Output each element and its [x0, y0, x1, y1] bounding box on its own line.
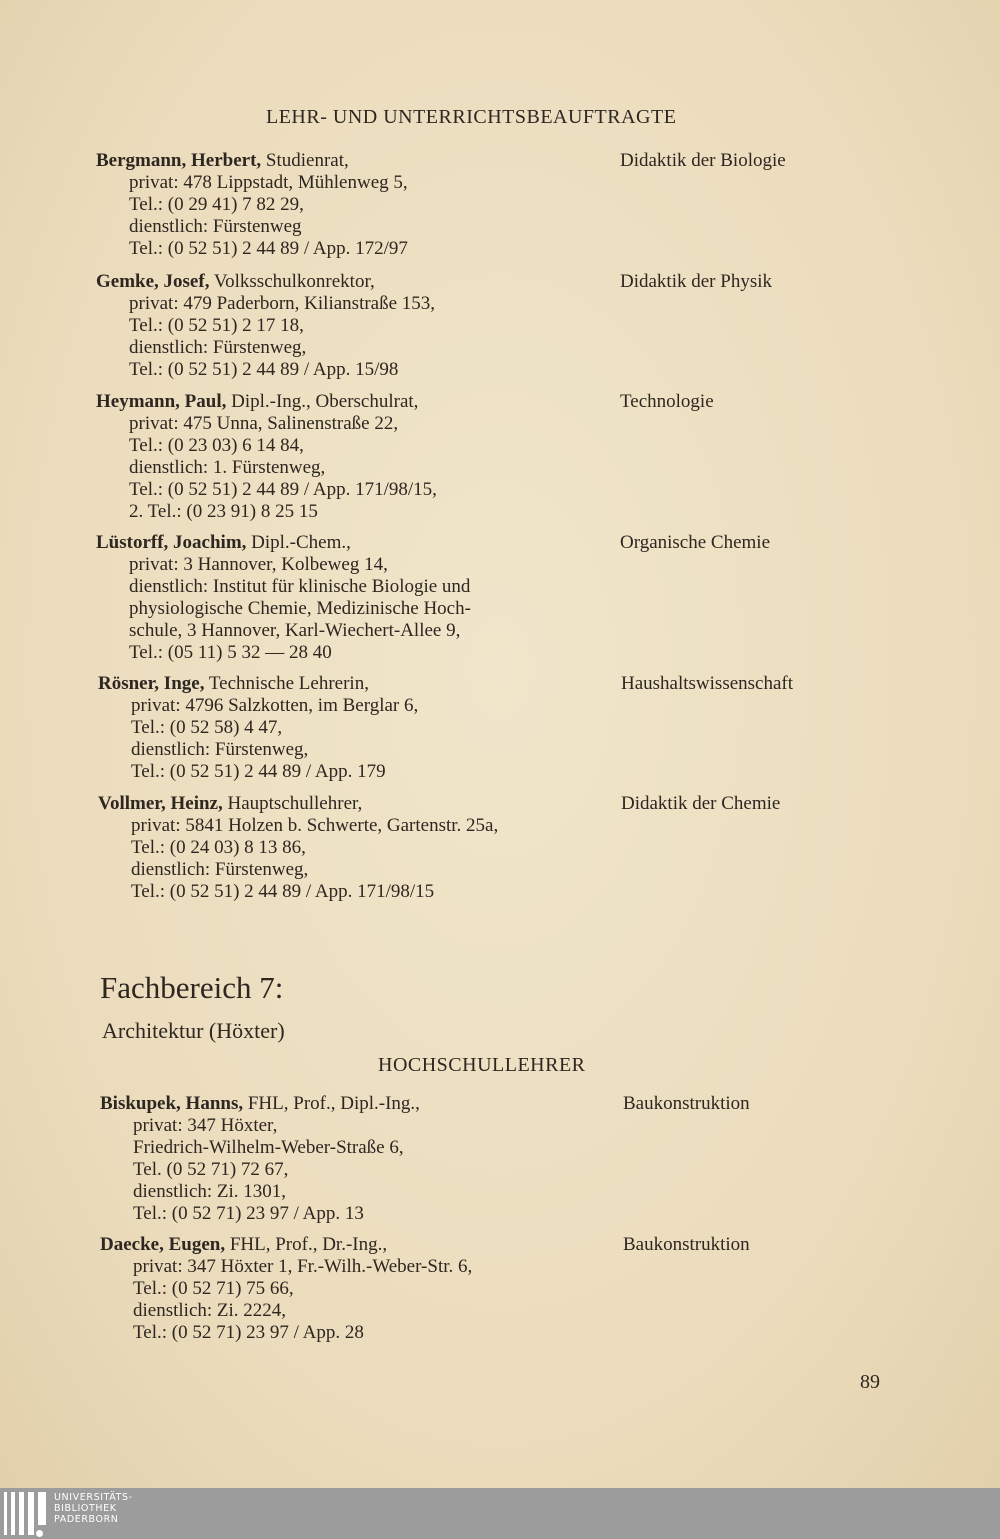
entry-title: Volksschulkonrektor, — [209, 271, 375, 292]
entry-name: Vollmer, Heinz, — [98, 793, 223, 814]
entry-line: Tel.: (0 24 03) 8 13 86, — [131, 837, 306, 858]
entry-line: privat: 5841 Holzen b. Schwerte, Gartenstr. 25a, — [131, 815, 499, 836]
fachbereich-heading: Fachbereich 7: — [100, 970, 284, 1005]
library-logo-dot — [36, 1530, 43, 1537]
entry-line: dienstlich: Zi. 2224, — [133, 1300, 287, 1321]
entry-title: Technische Lehrerin, — [204, 673, 369, 694]
entry-line: Tel.: (0 23 03) 6 14 84, — [129, 435, 304, 456]
page-number: 89 — [860, 1371, 880, 1393]
entry-title: Dipl.-Chem., — [246, 532, 351, 553]
entry-line: privat: 347 Höxter 1, Fr.-Wilh.-Weber-Str. 6, — [133, 1256, 473, 1277]
entry-subject: Organische Chemie — [620, 532, 771, 553]
entry-line: dienstlich: Fürstenweg, — [131, 859, 309, 880]
entry-line: privat: 3 Hannover, Kolbeweg 14, — [129, 554, 388, 575]
entry-subject: Baukonstruktion — [623, 1093, 750, 1114]
entry-line: Tel. (0 52 71) 72 67, — [133, 1159, 289, 1180]
entry-line: Tel.: (0 52 51) 2 44 89 / App. 179 — [131, 761, 386, 782]
entry-name: Lüstorff, Joachim, — [96, 532, 247, 553]
logo-line: UNIVERSITÄTS- — [54, 1492, 133, 1503]
entry-name: Rösner, Inge, — [98, 673, 205, 694]
entry-subject: Didaktik der Chemie — [621, 793, 781, 814]
fachbereich-subheading: Architektur (Höxter) — [102, 1018, 285, 1043]
entry-line: schule, 3 Hannover, Karl-Wiechert-Allee 9, — [129, 620, 461, 641]
logo-line: PADERBORN — [54, 1514, 119, 1525]
entry-line: privat: 479 Paderborn, Kilianstraße 153, — [129, 293, 436, 314]
entry-line: physiologische Chemie, Medizinische Hoch- — [129, 598, 471, 619]
entry-line: dienstlich: Fürstenweg, — [129, 337, 307, 358]
entry-line: privat: 478 Lippstadt, Mühlenweg 5, — [129, 172, 408, 193]
entry-line: dienstlich: Institut für klinische Biologie und — [129, 576, 471, 597]
entry-line: 2. Tel.: (0 23 91) 8 25 15 — [129, 501, 318, 522]
entry-title: FHL, Prof., Dr.-Ing., — [225, 1234, 388, 1255]
entry-subject: Didaktik der Biologie — [620, 150, 786, 171]
entry-subject: Technologie — [620, 391, 714, 412]
entry-name: Daecke, Eugen, — [100, 1234, 226, 1255]
entry-line: dienstlich: Fürstenweg, — [131, 739, 309, 760]
entry-title: FHL, Prof., Dipl.-Ing., — [243, 1093, 420, 1114]
library-logo-text — [54, 1492, 133, 1525]
logo-line: BIBLIOTHEK — [54, 1503, 117, 1514]
entry-line: Tel.: (0 52 51) 2 44 89 / App. 171/98/15, — [129, 479, 437, 500]
entry-line: privat: 4796 Salzkotten, im Berglar 6, — [131, 695, 419, 716]
entry-title: Hauptschullehrer, — [222, 793, 363, 814]
entry-line: Tel.: (0 52 71) 23 97 / App. 28 — [133, 1322, 364, 1343]
section-title-lehrbeauftragte: LEHR- UND UNTERRICHTSBEAUFTRAGTE — [266, 106, 677, 128]
entry-line: dienstlich: Fürstenweg — [129, 216, 302, 237]
entry-name: Gemke, Josef, — [96, 271, 210, 292]
entry-line: Tel.: (0 52 51) 2 17 18, — [129, 315, 304, 336]
entry-subject: Baukonstruktion — [623, 1234, 750, 1255]
entry-line: Tel.: (0 52 58) 4 47, — [131, 717, 283, 738]
library-footer-bar — [0, 1488, 1000, 1539]
entry-name: Biskupek, Hanns, — [100, 1093, 244, 1114]
entry-line: privat: 347 Höxter, — [133, 1115, 278, 1136]
entry-subject: Didaktik der Physik — [620, 271, 772, 292]
entry-line: Tel.: (0 52 71) 23 97 / App. 13 — [133, 1203, 364, 1224]
library-logo-icon — [4, 1492, 48, 1535]
entry-line: Tel.: (0 52 51) 2 44 89 / App. 171/98/15 — [131, 881, 435, 902]
entry-line: Tel.: (0 52 71) 75 66, — [133, 1278, 294, 1299]
entry-name: Heymann, Paul, — [96, 391, 227, 412]
entry-line: dienstlich: 1. Fürstenweg, — [129, 457, 326, 478]
entry-line: Tel.: (0 52 51) 2 44 89 / App. 172/97 — [129, 238, 408, 259]
section-title-hochschullehrer: HOCHSCHULLEHRER — [378, 1054, 586, 1076]
entry-line: privat: 475 Unna, Salinenstraße 22, — [129, 413, 399, 434]
entry-line: dienstlich: Zi. 1301, — [133, 1181, 287, 1202]
entry-line: Tel.: (0 29 41) 7 82 29, — [129, 194, 304, 215]
entry-name: Bergmann, Herbert, — [96, 150, 262, 171]
entry-line: Tel.: (0 52 51) 2 44 89 / App. 15/98 — [129, 359, 399, 380]
entry-subject: Haushaltswissenschaft — [621, 673, 794, 694]
entry-line: Tel.: (05 11) 5 32 — 28 40 — [129, 642, 332, 663]
entry-title: Dipl.-Ing., Oberschulrat, — [226, 391, 419, 412]
entry-line: Friedrich-Wilhelm-Weber-Straße 6, — [133, 1137, 404, 1158]
entry-title: Studienrat, — [261, 150, 349, 171]
